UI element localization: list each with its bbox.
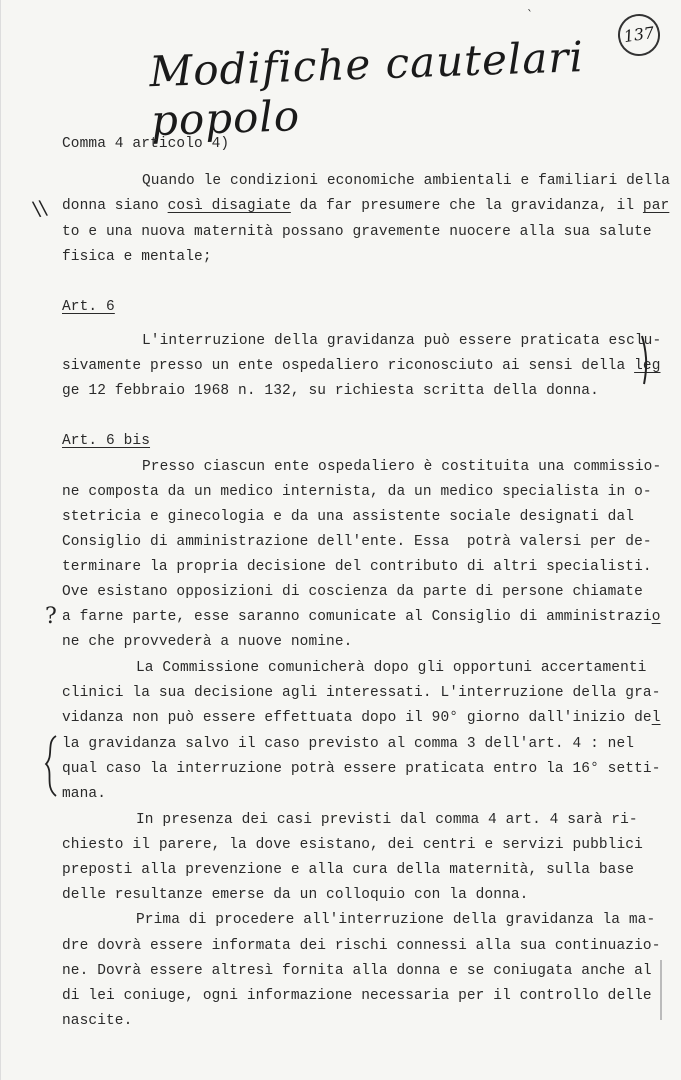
paragraph-line: ge 12 febbraio 1968 n. 132, su richiesta scritta della donna.: [62, 383, 599, 399]
stray-mark: ˋ: [527, 8, 533, 22]
paragraph-line: fisica e mentale;: [62, 249, 212, 265]
paragraph-line: Consiglio di amministrazione dell'ente. Essa potrà valersi per de-: [62, 534, 652, 550]
scan-edge: [0, 0, 1, 1080]
page-number-circle: 137: [615, 11, 662, 58]
paragraph-line: Presso ciascun ente ospedaliero è costituita una commissio-: [142, 459, 662, 475]
paragraph-line: L'interruzione della gravidanza può essere praticata esclu-: [142, 333, 662, 349]
paragraph-line: Ove esistano opposizioni di coscienza da parte di persone chiamate: [62, 584, 643, 600]
paragraph-line: qual caso la interruzione potrà essere praticata entro la 16° setti-: [62, 761, 661, 777]
margin-check-mark: \\: [31, 195, 49, 221]
paragraph-line: di lei coniuge, ogni informazione necessaria per il controllo delle: [62, 988, 652, 1004]
paragraph-line: chiesto il parere, la dove esistano, dei centri e servizi pubblici: [62, 837, 643, 853]
paragraph-line: clinici la sua decisione agli interessati. L'interruzione della gra-: [62, 685, 661, 701]
paragraph-line: ne. Dovrà essere altresì fornita alla donna e se coniugata anche al: [62, 963, 652, 979]
paragraph-line: mana.: [62, 786, 107, 802]
paragraph-line: sivamente presso un ente ospedaliero riconosciuto ai sensi della leg: [62, 358, 661, 374]
paragraph-line: terminare la propria decisione del contributo di altri specialisti.: [62, 559, 652, 575]
scan-edge: [660, 960, 662, 1020]
paragraph-line: preposti alla prevenzione e alla cura della maternità, sulla base: [62, 862, 635, 878]
article-heading: Art. 6 bis: [62, 433, 151, 449]
article-heading: Art. 6: [62, 299, 115, 315]
paragraph-line: la gravidanza salvo il caso previsto al comma 3 dell'art. 4 : nel: [62, 736, 635, 752]
paragraph-line: dre dovrà essere informata dei rischi connessi alla sua continuazio-: [62, 938, 661, 954]
paragraph-line: vidanza non può essere effettuata dopo il 90° giorno dall'inizio del: [62, 710, 661, 726]
paragraph-line: In presenza dei casi previsti dal comma 4 art. 4 sarà ri-: [136, 812, 638, 828]
handwritten-title: Modifiche cautelari popolo: [148, 32, 585, 146]
paragraph-line: to e una nuova maternità possano gravemente nuocere alla sua salute: [62, 224, 652, 240]
margin-question-mark: ?: [45, 604, 57, 629]
paragraph-line: ne composta da un medico internista, da un medico specialista in o-: [62, 484, 652, 500]
paragraph-line: Quando le condizioni economiche ambientali e familiari della: [142, 173, 671, 189]
paragraph-line: La Commissione comunicherà dopo gli opportuni accertamenti: [136, 660, 647, 676]
section-heading: Comma 4 articolo 4): [62, 136, 230, 152]
margin-brace-mark: [40, 734, 62, 798]
paragraph-line: nascite.: [62, 1013, 133, 1029]
paragraph-line: Prima di procedere all'interruzione della gravidanza la ma-: [136, 912, 656, 928]
paragraph-line: a farne parte, esse saranno comunicate al Consiglio di amministrazio: [62, 609, 661, 625]
paragraph-line: ne che provvederà a nuove nomine.: [62, 634, 353, 650]
paragraph-line: stetricia e ginecologia e da una assistente sociale designati dal: [62, 509, 635, 525]
paragraph-line: donna siano così disagiate da far presumere che la gravidanza, il par: [62, 198, 670, 214]
margin-bracket-mark: [636, 334, 656, 386]
paragraph-line: delle resultanze emerse da un colloquio con la donna.: [62, 887, 529, 903]
